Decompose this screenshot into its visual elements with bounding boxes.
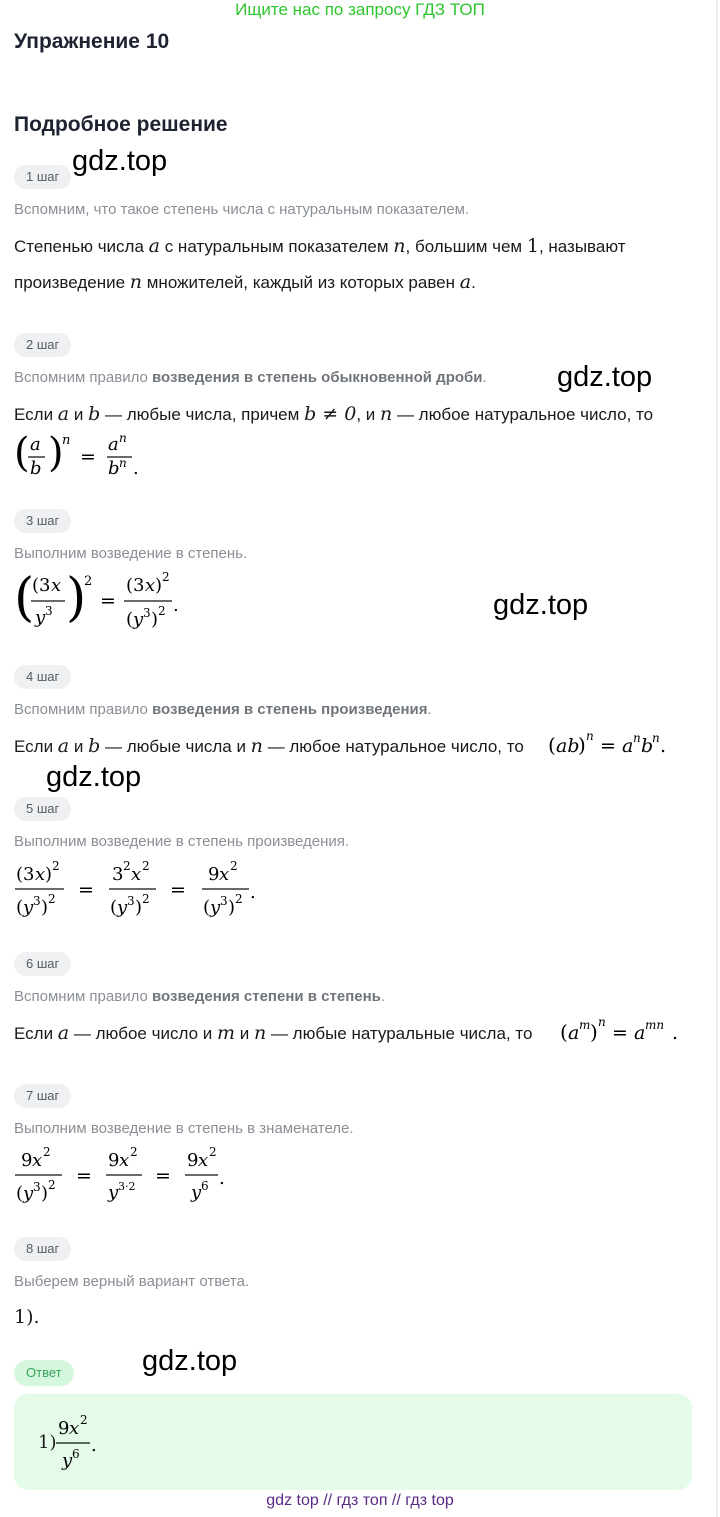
footer[interactable]: gdz top // гдз топ // гдз top [266,1492,454,1509]
svg-text:=: = [170,879,186,901]
svg-text:y: y [133,609,144,630]
svg-text:=: = [100,590,116,612]
svg-text:2: 2 [209,1145,217,1159]
svg-text:9: 9 [208,864,220,885]
svg-text:3: 3 [127,894,135,908]
svg-text:(3: (3 [126,575,145,596]
svg-text:.: . [250,882,256,903]
step-badge: 3 шаг [14,509,71,533]
step-badge: 4 шаг [14,665,71,689]
svg-text:a: a [30,434,41,455]
step-badge: 5 шаг [14,797,71,821]
svg-text:n: n [652,731,660,745]
svg-text:y: y [35,607,46,628]
step-badge: 6 шаг [14,952,71,976]
svg-text:n: n [586,729,594,743]
svg-text:mn: mn [645,1018,665,1032]
section-title: Подробное решение [14,113,228,136]
svg-text:3: 3 [33,1180,41,1194]
step-badge: 2 шаг [14,333,71,357]
svg-text:x: x [131,864,142,885]
svg-text:(3: (3 [32,575,51,596]
svg-text:x: x [219,864,230,885]
svg-text:a: a [634,1022,646,1044]
svg-text:m: m [579,1018,591,1032]
svg-text:): ) [228,897,236,918]
svg-text:6: 6 [201,1179,209,1193]
svg-text:(: ( [16,1183,24,1204]
step-badge: 1 шаг [14,165,71,189]
step-hint: Выполним возведение в степень. [14,545,248,562]
svg-text:9: 9 [187,1150,199,1171]
watermark: gdz.top [493,589,589,621]
svg-text:9: 9 [108,1150,120,1171]
svg-text:2: 2 [80,1413,88,1427]
svg-text:): ) [45,864,53,885]
svg-text:3·2: 3·2 [118,1180,136,1193]
svg-text:2: 2 [235,892,243,906]
svg-text:x: x [119,1150,130,1171]
svg-text:2: 2 [158,604,166,618]
svg-text:): ) [151,609,159,630]
svg-text:.: . [219,1168,225,1189]
formula-step7 [12,1138,252,1208]
svg-text:3: 3 [220,894,228,908]
svg-text:=: = [155,1165,171,1187]
svg-text:y: y [62,1450,73,1471]
answer-label: Ответ [14,1360,74,1386]
svg-text:=: = [76,1165,92,1187]
step-hint: Выполним возведение в степень произведения. [14,833,350,850]
step-text: Если a и b — любые числа, причем b ≠ 0, и n — любое натуральное число, то [14,403,654,425]
svg-text:): ) [590,1020,598,1044]
svg-text:): ) [578,733,586,757]
svg-text:x: x [32,1150,43,1171]
svg-text:a: a [622,735,634,757]
svg-text:x: x [69,1418,80,1439]
step-result: 1). [14,1306,40,1328]
formula-step3 [12,565,212,635]
answer-formula [56,1410,116,1474]
step-hint: Вспомним правило возведения степени в степень. [14,988,386,1005]
svg-text:y: y [117,897,128,918]
svg-text:n: n [62,433,71,448]
svg-text:y: y [108,1182,119,1203]
svg-text:): ) [66,568,87,628]
svg-text:ab: ab [556,735,580,757]
svg-text:y: y [23,897,34,918]
step-hint: Выполним возведение в степень в знаменателе. [14,1120,354,1137]
svg-text:2: 2 [43,1145,51,1159]
svg-text:.: . [133,458,139,479]
step-badge: 7 шаг [14,1084,71,1108]
svg-text:.: . [173,595,179,616]
watermark: gdz.top [72,145,168,177]
svg-text:.: . [660,735,667,757]
step-hint: Вспомним правило возведения в степень произведения. [14,701,432,718]
svg-text:=: = [80,446,96,468]
step-text: Степенью числа a с натуральным показателем n, большим чем 1, называют [14,235,626,257]
svg-text:(: ( [560,1020,568,1044]
formula-step5 [12,852,272,922]
svg-text:a: a [568,1022,580,1044]
svg-text:3: 3 [33,894,41,908]
step-hint: Вспомним, что такое степень числа с натуральным показателем. [14,201,470,218]
svg-text:(: ( [16,897,24,918]
svg-text:y: y [23,1183,34,1204]
svg-text:(: ( [203,897,211,918]
answer-prefix: 1) [38,1432,57,1453]
watermark: gdz.top [46,761,142,793]
step-badge: 8 шаг [14,1237,71,1261]
step-text: Если a и b — любые числа и n — любое натуральное число, то [14,735,524,757]
formula-fraction-power [12,428,162,482]
svg-text:y: y [191,1182,202,1203]
svg-text:(3: (3 [16,864,35,885]
step-text: произведение n множителей, каждый из которых равен a. [14,271,476,293]
svg-text:n: n [119,431,127,445]
svg-text:(: ( [14,430,30,476]
svg-text:x: x [145,575,156,596]
svg-text:=: = [78,879,94,901]
svg-text:2: 2 [230,859,238,873]
formula-power-of-power [560,1012,690,1048]
svg-text:b: b [30,458,42,479]
svg-text:2: 2 [52,859,60,873]
svg-text:(: ( [548,733,556,757]
svg-text:.: . [672,1022,679,1044]
svg-text:3: 3 [45,604,53,618]
svg-text:x: x [51,575,62,596]
svg-text:(: ( [14,568,35,628]
svg-text:b: b [108,458,120,479]
svg-text:(: ( [110,897,118,918]
svg-text:2: 2 [48,892,56,906]
svg-text:2: 2 [48,1178,56,1192]
watermark: gdz.top [557,361,653,393]
svg-text:2: 2 [142,892,150,906]
svg-text:2: 2 [162,570,170,584]
svg-text:.: . [91,1435,97,1456]
svg-text:(: ( [126,609,134,630]
svg-text:a: a [108,434,119,455]
svg-text:b: b [641,735,654,757]
svg-text:): ) [48,430,64,476]
top-banner[interactable]: Ищите нас по запросу ГДЗ ТОП [235,0,485,19]
step-hint: Вспомним правило возведения в степень обыкновенной дроби. [14,369,487,386]
svg-text:x: x [198,1150,209,1171]
formula-product-power [548,726,678,762]
svg-text:9: 9 [21,1150,33,1171]
watermark: gdz.top [142,1345,238,1377]
svg-text:3: 3 [143,606,151,620]
svg-text:x: x [35,864,46,885]
svg-text:n: n [119,456,127,470]
svg-text:9: 9 [58,1418,70,1439]
step-text: Если a — любое число и m и n — любые натуральные числа, то [14,1022,533,1044]
right-divider [716,0,718,1517]
step-hint: Выберем верный вариант ответа. [14,1273,250,1290]
svg-text:n: n [633,731,641,745]
page-title: Упражнение 10 [14,30,170,53]
svg-text:3: 3 [112,864,124,885]
svg-text:): ) [41,1183,49,1204]
svg-text:=: = [600,735,616,757]
svg-text:2: 2 [84,574,93,589]
svg-text:=: = [612,1022,628,1044]
svg-text:2: 2 [123,859,131,873]
svg-text:n: n [598,1015,606,1029]
svg-text:): ) [155,575,163,596]
svg-text:2: 2 [142,859,150,873]
svg-text:): ) [135,897,143,918]
svg-text:y: y [210,897,221,918]
svg-text:2: 2 [130,1145,138,1159]
svg-text:6: 6 [72,1447,80,1461]
svg-text:): ) [41,897,49,918]
